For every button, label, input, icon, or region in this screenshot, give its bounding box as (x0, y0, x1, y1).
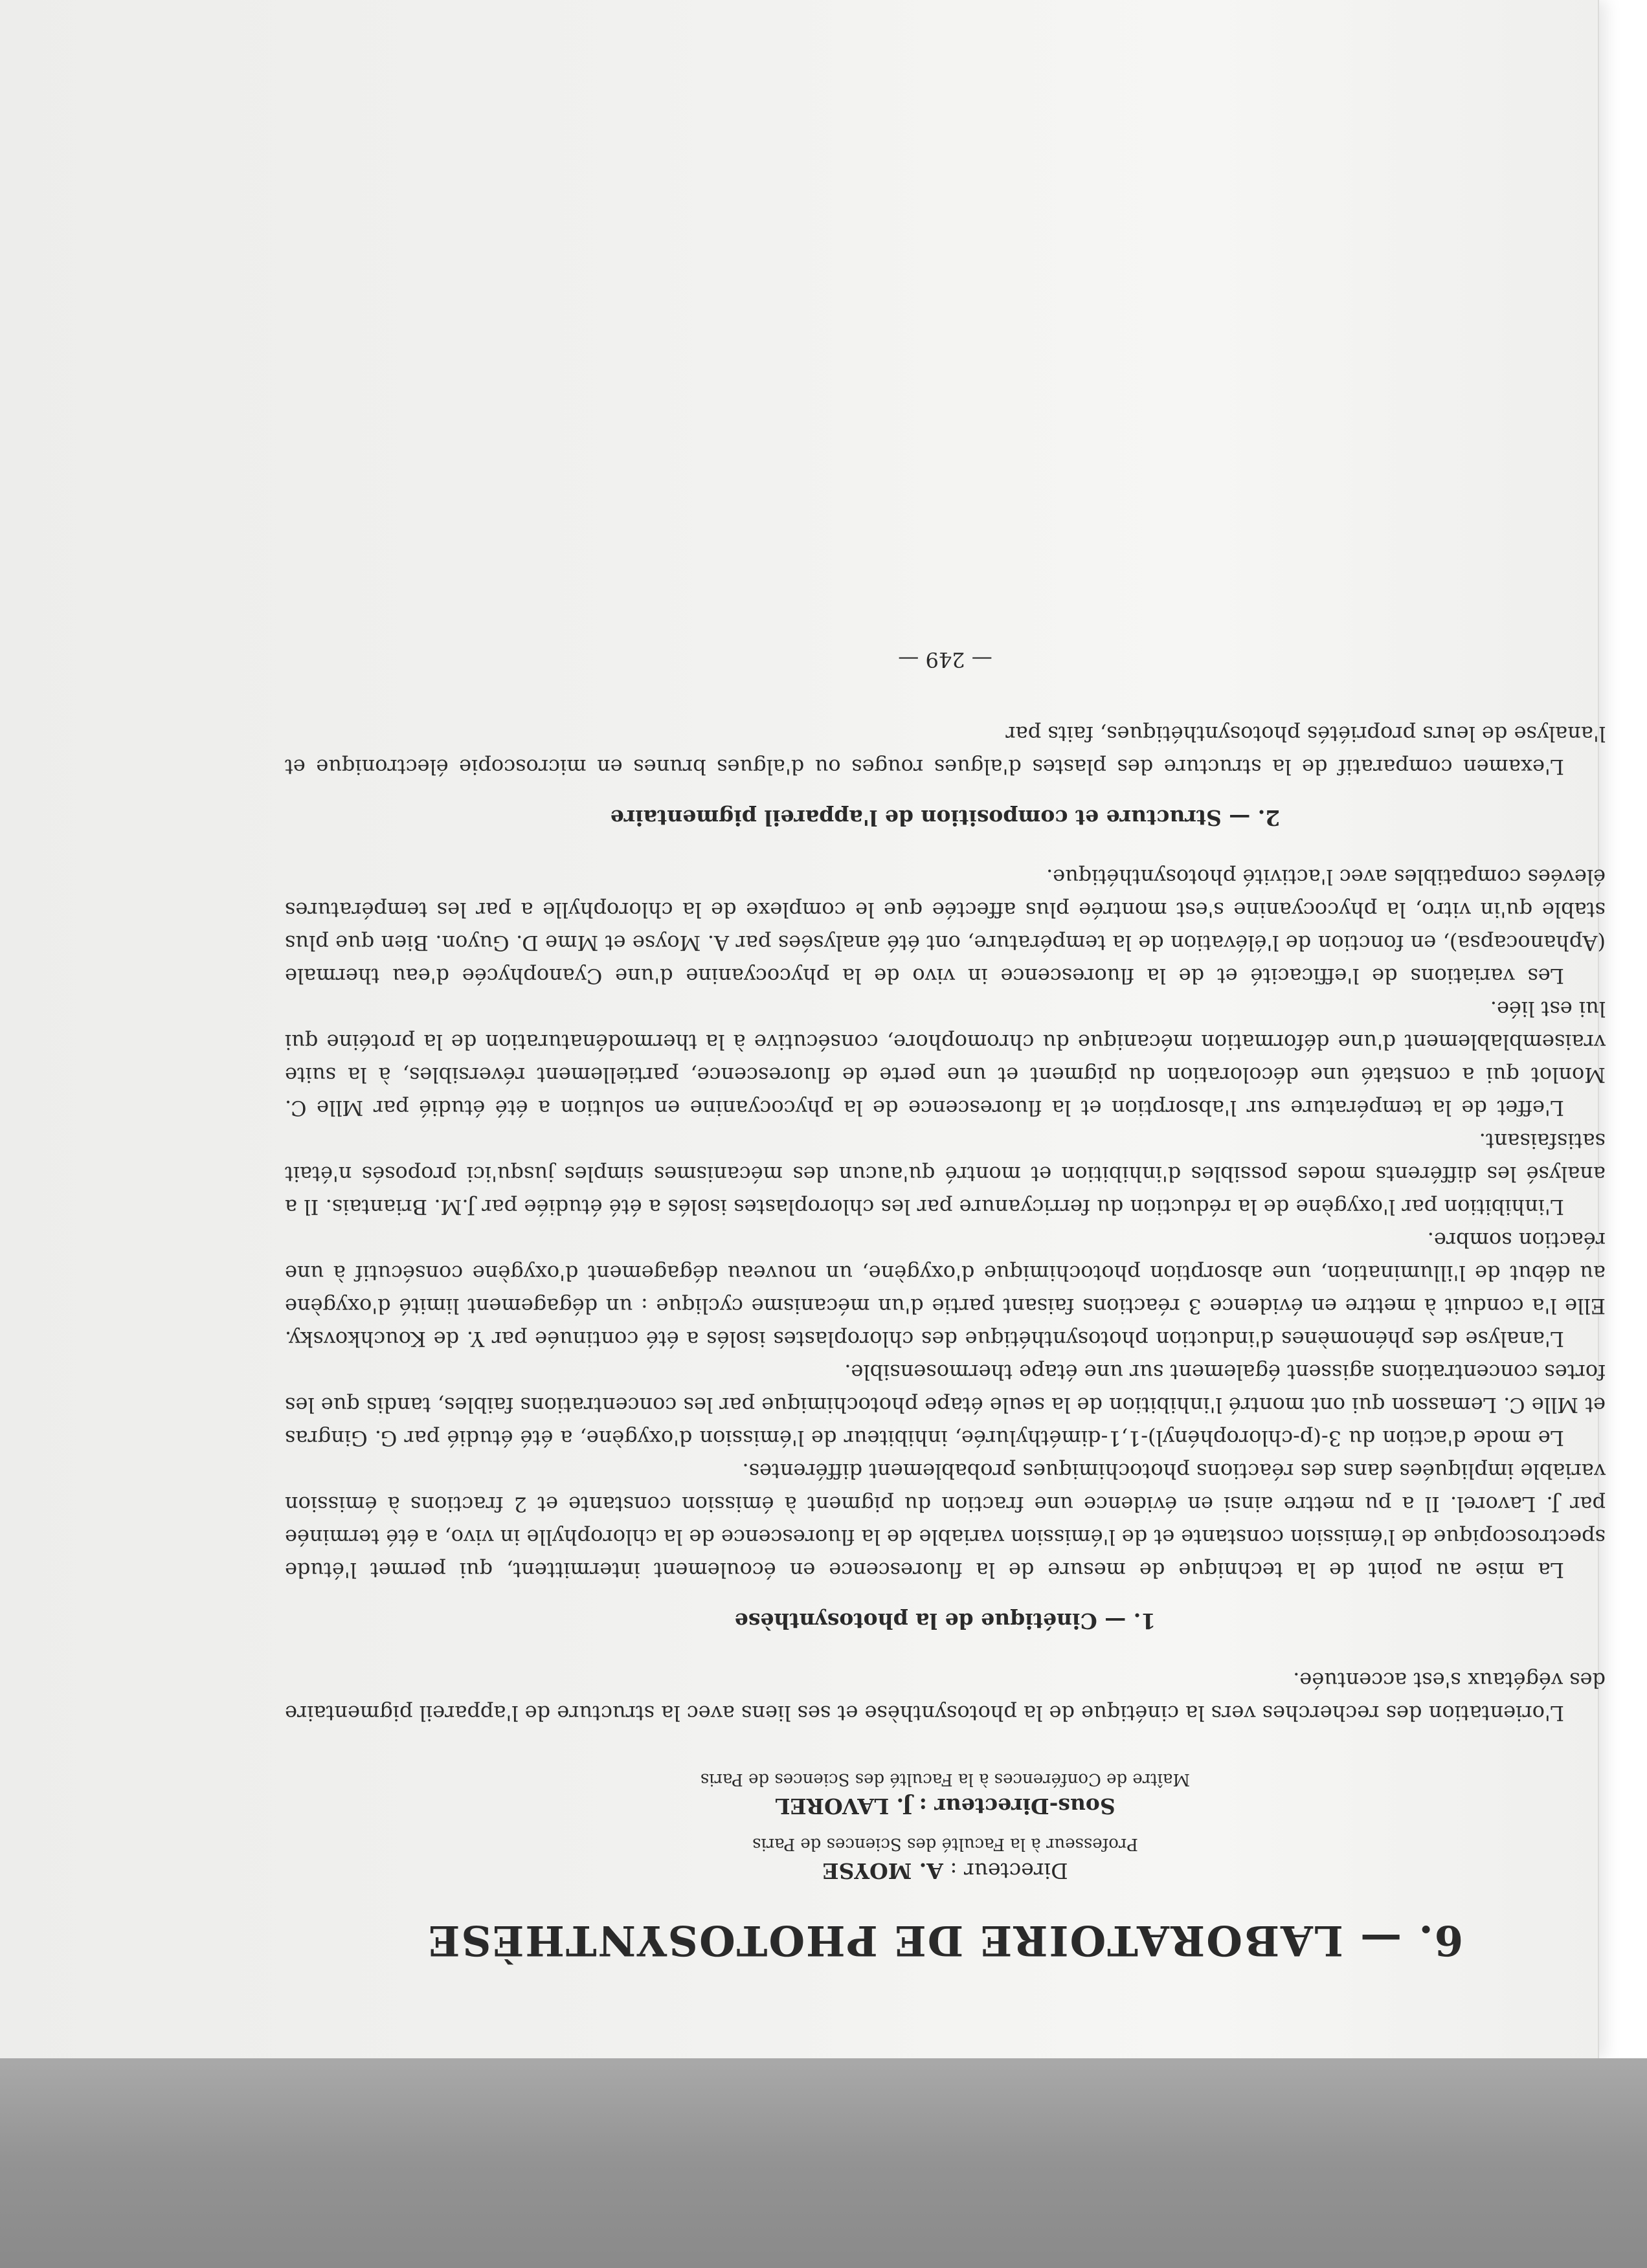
subdirector-affiliation: Maître de Conférences à la Faculté des Sciences de Paris (700, 1770, 1191, 1789)
section-1-paragraph: Le mode d'action du 3-(p-chlorophényl)-1,1-diméthylurée, inhibiteur de l'émission d'oxygène, a été étudié par G. Gingras et Mlle C. Lemasson qui ont montré l'inhibition de la seule étape photochimique par les concentrations faibles, tandis que les fortes concentrations agissent également sur une étape thermosensible. (285, 1360, 1606, 1451)
subdirector-line (285, 1792, 1606, 1820)
director-name: A. MOYSE (822, 1858, 943, 1884)
chapter-heading: 6. — LABORATOIRE DE PHOTOSYNTHÈSE (427, 1916, 1464, 1964)
director-line (285, 1856, 1606, 1885)
section-1-paragraph: La mise au point de la technique de mesure de la fluorescence en écoulement intermittent, qui permet l'étude spectroscopique de l'émission constante et de l'émission variable de la fluorescence de la chlorophylle in vivo, a été terminée par J. Lavorel. Il a pu mettre ainsi en évidence une fraction du pigment à émission constante et 2 fractions à émission variable impliquées dans des réactions photochimiques probablement différentes. (285, 1459, 1606, 1583)
section-2-title: 2. — Structure et composition de l'appareil pigmentaire (610, 805, 1281, 830)
section-1-paragraph: L'effet de la température sur l'absorption et la fluorescence de la phycocyanine en solution a été étudié par Mlle C. Monlot qui a constaté une décoloration du pigment et une perte de fluorescence, partiellement réversibles, à la suite vraisemblablement d'une déformation mécanique du chromophore, consécutive à la thermodénaturation de la protéine qui lui est liée. (285, 997, 1606, 1120)
page-number: — 249 — (898, 647, 992, 672)
director-affiliation: Professeur à la Faculté des Sciences de Paris (752, 1834, 1138, 1854)
section-1-paragraph: Les variations de l'efficacité et de la fluorescence in vivo de la phycocyanine d'une Cyanophycée d'eau thermale (Aphanocapsa), en fonction de l'élévation de la température, ont été analysées par A. Moyse et Mme D. Guyon. Bien que plus stable qu'in vitro, la phycocyanine s'est montrée plus affectée que le complexe de la chlorophylle a par les températures élevées compatibles avec l'activité photosynthétique. (285, 865, 1606, 988)
page-text-block (285, 647, 1606, 1964)
scanner-bed (0, 2058, 1647, 2268)
section-1-paragraph: L'analyse des phénomènes d'induction photosynthétique des chloroplastes isolés a été continuée par Y. de Kouchkovsky. Elle l'a conduit à mettre en évidence 3 réactions faisant partie d'un mécanisme cyclique : un dégagement limité d'oxygène au début de l'illumination, une absorption photochimique d'oxygène, un nouveau dégagement d'oxygène consécutif à une réaction sombre. (285, 1228, 1606, 1351)
section-2-paragraph: L'examen comparatif de la structure des plastes d'algues rouges ou d'algues brunes en microscopie électronique et l'analyse de leurs propriétés photosynthétiques, faits par (285, 722, 1606, 779)
director-role: Directeur : (950, 1858, 1068, 1884)
rotated-page-content (285, 230, 1606, 1964)
section-1-title: 1. — Cinétique de la photosynthèse (734, 1608, 1156, 1634)
section-1-paragraph: L'inhibition par l'oxygène de la réduction du ferricyanure par les chloroplastes isolés a été étudiée par J.M. Briantais. Il a analysé les différents modes possibles d'inhibition et montré qu'aucun des mécanismes simples jusqu'ici proposés n'était satisfaisant. (285, 1129, 1606, 1219)
subdirector-name: J. LAVOREL (775, 1794, 913, 1819)
intro-paragraph: L'orientation des recherches vers la cinétique de la photosynthèse et ses liens avec la structure de l'appareil pigmentaire des végétaux s'est accentuée. (285, 1668, 1606, 1726)
subdirector-role: Sous-Directeur : (919, 1794, 1115, 1819)
